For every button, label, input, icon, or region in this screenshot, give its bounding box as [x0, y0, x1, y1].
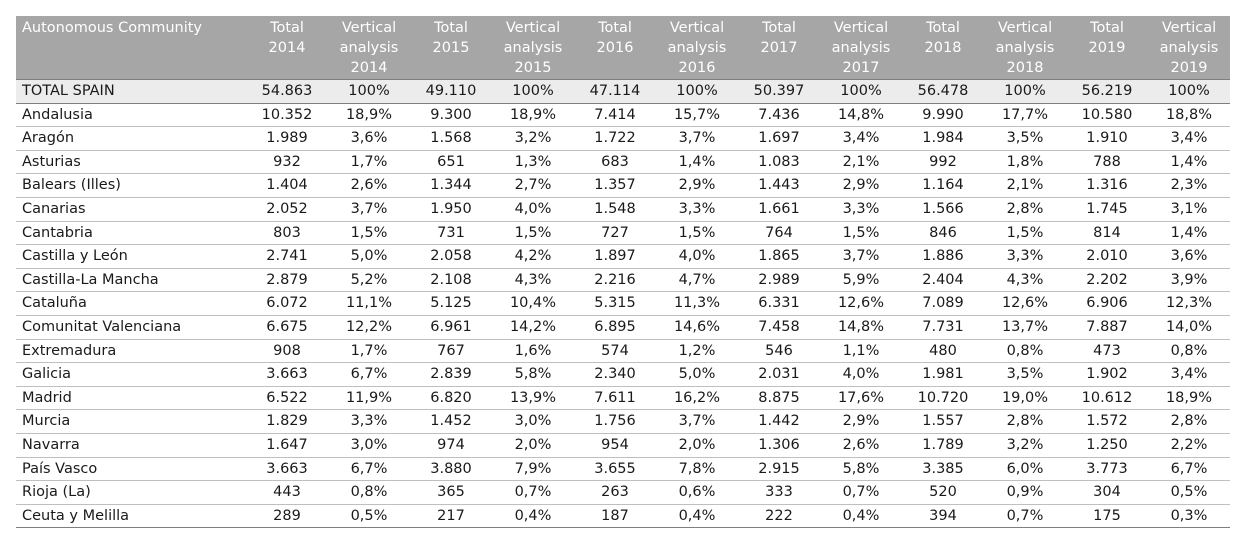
vertical-analysis-cell: 1,6%: [492, 339, 574, 363]
vertical-analysis-cell: 1,5%: [656, 221, 738, 245]
total-value-cell: 9.300: [410, 103, 492, 127]
total-value-cell: 2.202: [1066, 268, 1148, 292]
total-value-cell: 473: [1066, 339, 1148, 363]
total-value-cell: 767: [410, 339, 492, 363]
vertical-analysis-cell: 2,6%: [328, 174, 410, 198]
total-value-cell: 7.414: [574, 103, 656, 127]
vertical-analysis-cell: 11,3%: [656, 292, 738, 316]
community-name-cell: Madrid: [16, 386, 246, 410]
total-value-cell: 2.052: [246, 197, 328, 221]
total-value-cell: 1.452: [410, 410, 492, 434]
total-row: [16, 80, 1230, 104]
total-value-cell: 7.089: [902, 292, 984, 316]
total-value-cell: 1.548: [574, 197, 656, 221]
column-header: Total 2015: [410, 16, 492, 80]
table-row: [16, 339, 1230, 363]
vertical-analysis-cell: 100%: [656, 80, 738, 104]
total-value-cell: 5.315: [574, 292, 656, 316]
vertical-analysis-cell: 12,6%: [984, 292, 1066, 316]
community-name-cell: Balears (Illes): [16, 174, 246, 198]
total-value-cell: 7.731: [902, 315, 984, 339]
community-name-cell: TOTAL SPAIN: [16, 80, 246, 104]
total-value-cell: 1.981: [902, 363, 984, 387]
total-value-cell: 2.839: [410, 363, 492, 387]
vertical-analysis-cell: 3,0%: [328, 433, 410, 457]
vertical-analysis-cell: 0,7%: [820, 481, 902, 505]
column-header-community: Autonomous Community: [16, 16, 246, 80]
vertical-analysis-cell: 1,7%: [328, 150, 410, 174]
vertical-analysis-cell: 2,7%: [492, 174, 574, 198]
column-header: Total 2019: [1066, 16, 1148, 80]
vertical-analysis-cell: 2,9%: [820, 410, 902, 434]
vertical-analysis-cell: 1,8%: [984, 150, 1066, 174]
vertical-analysis-cell: 5,2%: [328, 268, 410, 292]
vertical-analysis-cell: 3,5%: [984, 127, 1066, 151]
total-value-cell: 1.357: [574, 174, 656, 198]
total-value-cell: 9.990: [902, 103, 984, 127]
community-name-cell: Cataluña: [16, 292, 246, 316]
vertical-analysis-cell: 1,7%: [328, 339, 410, 363]
table-row: [16, 386, 1230, 410]
community-name-cell: Aragón: [16, 127, 246, 151]
vertical-analysis-cell: 18,8%: [1148, 103, 1230, 127]
total-value-cell: 3.663: [246, 363, 328, 387]
community-name-cell: Asturias: [16, 150, 246, 174]
total-value-cell: 1.250: [1066, 433, 1148, 457]
vertical-analysis-cell: 0,7%: [492, 481, 574, 505]
vertical-analysis-cell: 3,9%: [1148, 268, 1230, 292]
community-name-cell: Extremadura: [16, 339, 246, 363]
column-header: Total 2016: [574, 16, 656, 80]
vertical-analysis-cell: 3,0%: [492, 410, 574, 434]
vertical-analysis-cell: 1,3%: [492, 150, 574, 174]
vertical-analysis-cell: 3,7%: [328, 197, 410, 221]
column-header: Vertical analysis 2017: [820, 16, 902, 80]
vertical-analysis-cell: 4,2%: [492, 245, 574, 269]
total-value-cell: 2.989: [738, 268, 820, 292]
vertical-analysis-cell: 0,4%: [820, 504, 902, 528]
table-row: [16, 103, 1230, 127]
total-value-cell: 727: [574, 221, 656, 245]
total-value-cell: 814: [1066, 221, 1148, 245]
vertical-analysis-cell: 100%: [328, 80, 410, 104]
vertical-analysis-cell: 3,4%: [1148, 363, 1230, 387]
vertical-analysis-cell: 3,6%: [328, 127, 410, 151]
vertical-analysis-cell: 11,9%: [328, 386, 410, 410]
vertical-analysis-cell: 5,8%: [492, 363, 574, 387]
total-value-cell: 56.478: [902, 80, 984, 104]
vertical-analysis-cell: 0,7%: [984, 504, 1066, 528]
vertical-analysis-cell: 2,9%: [820, 174, 902, 198]
total-value-cell: 3.655: [574, 457, 656, 481]
table-row: [16, 457, 1230, 481]
vertical-analysis-cell: 3,5%: [984, 363, 1066, 387]
total-value-cell: 10.720: [902, 386, 984, 410]
vertical-analysis-cell: 14,2%: [492, 315, 574, 339]
total-value-cell: 1.661: [738, 197, 820, 221]
vertical-analysis-cell: 0,5%: [1148, 481, 1230, 505]
total-value-cell: 2.340: [574, 363, 656, 387]
vertical-analysis-cell: 3,7%: [656, 410, 738, 434]
vertical-analysis-cell: 2,8%: [984, 197, 1066, 221]
vertical-analysis-cell: 3,1%: [1148, 197, 1230, 221]
header-row: [16, 16, 1230, 80]
vertical-analysis-cell: 15,7%: [656, 103, 738, 127]
total-value-cell: 1.910: [1066, 127, 1148, 151]
community-name-cell: Murcia: [16, 410, 246, 434]
total-value-cell: 2.879: [246, 268, 328, 292]
community-name-cell: Cantabria: [16, 221, 246, 245]
vertical-analysis-cell: 3,2%: [492, 127, 574, 151]
total-value-cell: 546: [738, 339, 820, 363]
total-value-cell: 1.404: [246, 174, 328, 198]
table-row: [16, 174, 1230, 198]
vertical-analysis-cell: 3,2%: [984, 433, 1066, 457]
vertical-analysis-cell: 2,2%: [1148, 433, 1230, 457]
community-name-cell: Castilla-La Mancha: [16, 268, 246, 292]
total-value-cell: 6.072: [246, 292, 328, 316]
total-value-cell: 2.058: [410, 245, 492, 269]
total-value-cell: 1.989: [246, 127, 328, 151]
vertical-analysis-cell: 2,0%: [492, 433, 574, 457]
vertical-analysis-cell: 100%: [984, 80, 1066, 104]
total-value-cell: 932: [246, 150, 328, 174]
total-value-cell: 520: [902, 481, 984, 505]
total-value-cell: 846: [902, 221, 984, 245]
total-value-cell: 47.114: [574, 80, 656, 104]
vertical-analysis-cell: 1,1%: [820, 339, 902, 363]
community-name-cell: Galicia: [16, 363, 246, 387]
total-value-cell: 394: [902, 504, 984, 528]
community-name-cell: Ceuta y Melilla: [16, 504, 246, 528]
vertical-analysis-cell: 4,3%: [492, 268, 574, 292]
vertical-analysis-cell: 0,6%: [656, 481, 738, 505]
total-value-cell: 6.522: [246, 386, 328, 410]
vertical-analysis-cell: 13,7%: [984, 315, 1066, 339]
autonomous-community-table: [16, 16, 1230, 528]
vertical-analysis-cell: 5,8%: [820, 457, 902, 481]
vertical-analysis-cell: 19,0%: [984, 386, 1066, 410]
vertical-analysis-cell: 18,9%: [1148, 386, 1230, 410]
vertical-analysis-cell: 0,8%: [1148, 339, 1230, 363]
vertical-analysis-cell: 0,9%: [984, 481, 1066, 505]
total-value-cell: 5.125: [410, 292, 492, 316]
table-row: [16, 292, 1230, 316]
total-value-cell: 1.756: [574, 410, 656, 434]
vertical-analysis-cell: 4,3%: [984, 268, 1066, 292]
vertical-analysis-cell: 2,6%: [820, 433, 902, 457]
total-value-cell: 333: [738, 481, 820, 505]
total-value-cell: 1.306: [738, 433, 820, 457]
total-value-cell: 443: [246, 481, 328, 505]
vertical-analysis-cell: 14,6%: [656, 315, 738, 339]
total-value-cell: 731: [410, 221, 492, 245]
vertical-analysis-cell: 1,5%: [328, 221, 410, 245]
vertical-analysis-cell: 7,8%: [656, 457, 738, 481]
total-value-cell: 1.886: [902, 245, 984, 269]
total-value-cell: 480: [902, 339, 984, 363]
total-value-cell: 1.443: [738, 174, 820, 198]
total-value-cell: 1.745: [1066, 197, 1148, 221]
total-value-cell: 1.442: [738, 410, 820, 434]
total-value-cell: 1.566: [902, 197, 984, 221]
total-value-cell: 1.083: [738, 150, 820, 174]
table-row: [16, 315, 1230, 339]
total-value-cell: 1.572: [1066, 410, 1148, 434]
total-value-cell: 651: [410, 150, 492, 174]
total-value-cell: 764: [738, 221, 820, 245]
total-value-cell: 7.887: [1066, 315, 1148, 339]
vertical-analysis-cell: 7,9%: [492, 457, 574, 481]
vertical-analysis-cell: 1,5%: [984, 221, 1066, 245]
table-row: [16, 268, 1230, 292]
vertical-analysis-cell: 0,4%: [656, 504, 738, 528]
table-row: [16, 410, 1230, 434]
total-value-cell: 974: [410, 433, 492, 457]
community-name-cell: Castilla y León: [16, 245, 246, 269]
total-value-cell: 10.580: [1066, 103, 1148, 127]
vertical-analysis-cell: 4,7%: [656, 268, 738, 292]
total-value-cell: 1.902: [1066, 363, 1148, 387]
total-value-cell: 10.352: [246, 103, 328, 127]
total-value-cell: 683: [574, 150, 656, 174]
vertical-analysis-cell: 12,6%: [820, 292, 902, 316]
community-name-cell: Navarra: [16, 433, 246, 457]
total-value-cell: 2.031: [738, 363, 820, 387]
total-value-cell: 6.961: [410, 315, 492, 339]
total-value-cell: 54.863: [246, 80, 328, 104]
total-value-cell: 992: [902, 150, 984, 174]
total-value-cell: 1.164: [902, 174, 984, 198]
total-value-cell: 49.110: [410, 80, 492, 104]
total-value-cell: 2.741: [246, 245, 328, 269]
table-row: [16, 150, 1230, 174]
table-row: [16, 197, 1230, 221]
vertical-analysis-cell: 0,3%: [1148, 504, 1230, 528]
total-value-cell: 1.344: [410, 174, 492, 198]
total-value-cell: 175: [1066, 504, 1148, 528]
vertical-analysis-cell: 1,4%: [1148, 150, 1230, 174]
vertical-analysis-cell: 3,7%: [820, 245, 902, 269]
vertical-analysis-cell: 14,0%: [1148, 315, 1230, 339]
total-value-cell: 788: [1066, 150, 1148, 174]
total-value-cell: 1.984: [902, 127, 984, 151]
vertical-analysis-cell: 2,3%: [1148, 174, 1230, 198]
vertical-analysis-cell: 5,0%: [328, 245, 410, 269]
total-value-cell: 1.789: [902, 433, 984, 457]
vertical-analysis-cell: 18,9%: [492, 103, 574, 127]
total-value-cell: 1.829: [246, 410, 328, 434]
total-value-cell: 6.820: [410, 386, 492, 410]
vertical-analysis-cell: 1,2%: [656, 339, 738, 363]
total-value-cell: 304: [1066, 481, 1148, 505]
total-value-cell: 6.906: [1066, 292, 1148, 316]
table-row: [16, 481, 1230, 505]
total-value-cell: 7.436: [738, 103, 820, 127]
vertical-analysis-cell: 3,7%: [656, 127, 738, 151]
total-value-cell: 1.647: [246, 433, 328, 457]
total-value-cell: 10.612: [1066, 386, 1148, 410]
community-name-cell: Rioja (La): [16, 481, 246, 505]
vertical-analysis-cell: 3,3%: [656, 197, 738, 221]
vertical-analysis-cell: 18,9%: [328, 103, 410, 127]
total-value-cell: 3.663: [246, 457, 328, 481]
vertical-analysis-cell: 2,8%: [1148, 410, 1230, 434]
total-value-cell: 289: [246, 504, 328, 528]
total-value-cell: 8.875: [738, 386, 820, 410]
column-header: Vertical analysis 2018: [984, 16, 1066, 80]
total-value-cell: 3.385: [902, 457, 984, 481]
total-value-cell: 1.568: [410, 127, 492, 151]
vertical-analysis-cell: 5,0%: [656, 363, 738, 387]
table-container: [16, 16, 1230, 528]
community-name-cell: Canarias: [16, 197, 246, 221]
community-name-cell: País Vasco: [16, 457, 246, 481]
table-row: [16, 245, 1230, 269]
vertical-analysis-cell: 4,0%: [656, 245, 738, 269]
total-value-cell: 908: [246, 339, 328, 363]
column-header: Total 2017: [738, 16, 820, 80]
vertical-analysis-cell: 17,6%: [820, 386, 902, 410]
total-value-cell: 1.950: [410, 197, 492, 221]
total-value-cell: 2.216: [574, 268, 656, 292]
vertical-analysis-cell: 3,3%: [820, 197, 902, 221]
vertical-analysis-cell: 3,4%: [1148, 127, 1230, 151]
table-body: [16, 80, 1230, 528]
column-header: Vertical analysis 2015: [492, 16, 574, 80]
total-value-cell: 2.010: [1066, 245, 1148, 269]
total-value-cell: 50.397: [738, 80, 820, 104]
column-header: Total 2018: [902, 16, 984, 80]
total-value-cell: 263: [574, 481, 656, 505]
table-row: [16, 127, 1230, 151]
vertical-analysis-cell: 11,1%: [328, 292, 410, 316]
vertical-analysis-cell: 6,7%: [1148, 457, 1230, 481]
vertical-analysis-cell: 2,0%: [656, 433, 738, 457]
vertical-analysis-cell: 3,3%: [984, 245, 1066, 269]
column-header: Vertical analysis 2019: [1148, 16, 1230, 80]
total-value-cell: 6.675: [246, 315, 328, 339]
total-value-cell: 222: [738, 504, 820, 528]
vertical-analysis-cell: 100%: [820, 80, 902, 104]
total-value-cell: 1.897: [574, 245, 656, 269]
vertical-analysis-cell: 6,7%: [328, 363, 410, 387]
vertical-analysis-cell: 6,0%: [984, 457, 1066, 481]
total-value-cell: 2.404: [902, 268, 984, 292]
vertical-analysis-cell: 17,7%: [984, 103, 1066, 127]
vertical-analysis-cell: 12,3%: [1148, 292, 1230, 316]
total-value-cell: 217: [410, 504, 492, 528]
vertical-analysis-cell: 1,4%: [1148, 221, 1230, 245]
vertical-analysis-cell: 5,9%: [820, 268, 902, 292]
vertical-analysis-cell: 6,7%: [328, 457, 410, 481]
total-value-cell: 6.895: [574, 315, 656, 339]
vertical-analysis-cell: 0,8%: [328, 481, 410, 505]
table-row: [16, 504, 1230, 528]
total-value-cell: 187: [574, 504, 656, 528]
total-value-cell: 56.219: [1066, 80, 1148, 104]
vertical-analysis-cell: 2,9%: [656, 174, 738, 198]
total-value-cell: 3.773: [1066, 457, 1148, 481]
vertical-analysis-cell: 100%: [492, 80, 574, 104]
vertical-analysis-cell: 1,5%: [492, 221, 574, 245]
table-row: [16, 433, 1230, 457]
vertical-analysis-cell: 12,2%: [328, 315, 410, 339]
vertical-analysis-cell: 0,4%: [492, 504, 574, 528]
vertical-analysis-cell: 10,4%: [492, 292, 574, 316]
total-value-cell: 574: [574, 339, 656, 363]
vertical-analysis-cell: 3,6%: [1148, 245, 1230, 269]
column-header: Total 2014: [246, 16, 328, 80]
total-value-cell: 7.611: [574, 386, 656, 410]
vertical-analysis-cell: 4,0%: [492, 197, 574, 221]
vertical-analysis-cell: 14,8%: [820, 103, 902, 127]
vertical-analysis-cell: 3,4%: [820, 127, 902, 151]
column-header: Vertical analysis 2016: [656, 16, 738, 80]
vertical-analysis-cell: 13,9%: [492, 386, 574, 410]
vertical-analysis-cell: 16,2%: [656, 386, 738, 410]
vertical-analysis-cell: 14,8%: [820, 315, 902, 339]
vertical-analysis-cell: 0,8%: [984, 339, 1066, 363]
total-value-cell: 1.722: [574, 127, 656, 151]
column-header: Vertical analysis 2014: [328, 16, 410, 80]
vertical-analysis-cell: 3,3%: [328, 410, 410, 434]
total-value-cell: 1.865: [738, 245, 820, 269]
total-value-cell: 1.316: [1066, 174, 1148, 198]
total-value-cell: 365: [410, 481, 492, 505]
vertical-analysis-cell: 0,5%: [328, 504, 410, 528]
table-row: [16, 363, 1230, 387]
vertical-analysis-cell: 2,1%: [820, 150, 902, 174]
total-value-cell: 2.915: [738, 457, 820, 481]
total-value-cell: 2.108: [410, 268, 492, 292]
vertical-analysis-cell: 4,0%: [820, 363, 902, 387]
total-value-cell: 1.557: [902, 410, 984, 434]
total-value-cell: 7.458: [738, 315, 820, 339]
total-value-cell: 6.331: [738, 292, 820, 316]
vertical-analysis-cell: 1,5%: [820, 221, 902, 245]
total-value-cell: 954: [574, 433, 656, 457]
vertical-analysis-cell: 1,4%: [656, 150, 738, 174]
vertical-analysis-cell: 2,8%: [984, 410, 1066, 434]
total-value-cell: 803: [246, 221, 328, 245]
community-name-cell: Comunitat Valenciana: [16, 315, 246, 339]
table-row: [16, 221, 1230, 245]
vertical-analysis-cell: 2,1%: [984, 174, 1066, 198]
community-name-cell: Andalusia: [16, 103, 246, 127]
total-value-cell: 1.697: [738, 127, 820, 151]
total-value-cell: 3.880: [410, 457, 492, 481]
vertical-analysis-cell: 100%: [1148, 80, 1230, 104]
